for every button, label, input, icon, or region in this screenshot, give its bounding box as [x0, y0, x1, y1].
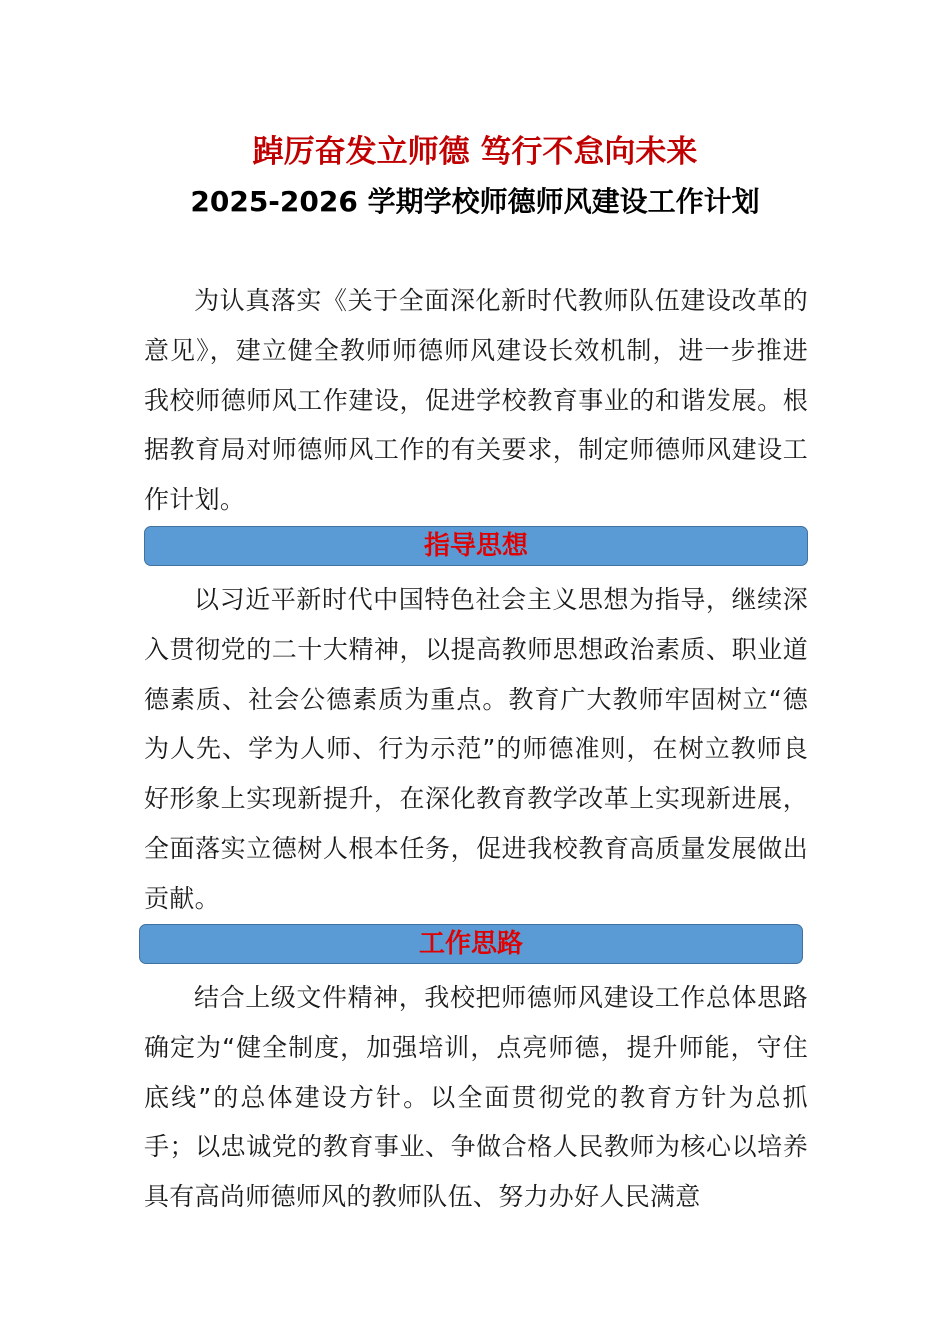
guiding-ideology-paragraph: 以习近平新时代中国特色社会主义思想为指导，继续深入贯彻党的二十大精神，以提高教师思想政治素质、职业道德素质、社会公德素质为重点。教育广大教师牢固树立“德为人先、学为人师、行为示范”的师德准则，在树立教师良好形象上实现新提升，在深化教育教学改革上实现新进展，全面落实立德树人根本任务，促进我校教育高质量发展做出贡献。 — [144, 585, 808, 913]
section-heading-work-approach: 工作思路 — [139, 924, 803, 964]
intro-paragraph: 为认真落实《关于全面深化新时代教师队伍建设改革的意见》，建立健全教师师德师风建设长效机制，进一步推进我校师德师风工作建设，促进学校教育事业的和谐发展。根据教育局对师德师风工作的有关要求，制定师德师风建设工作计划。 — [144, 286, 808, 515]
section-heading-guiding-ideology: 指导思想 — [144, 526, 808, 566]
work-approach-paragraph: 结合上级文件精神，我校把师德师风建设工作总体思路确定为“健全制度，加强培训，点亮师德，提升师能，守住底线”的总体建设方针。以全面贯彻党的教育方针为总抓手；以忠诚党的教育事业、争做合格人民教师为核心以培养具有高尚师德师风的教师队伍、努力办好人民满意 — [144, 983, 808, 1212]
document-title: 踔厉奋发立师德 笃行不怠向未来 — [252, 134, 698, 170]
document-subtitle: 2025-2026 学期学校师德师风建设工作计划 — [190, 185, 760, 218]
